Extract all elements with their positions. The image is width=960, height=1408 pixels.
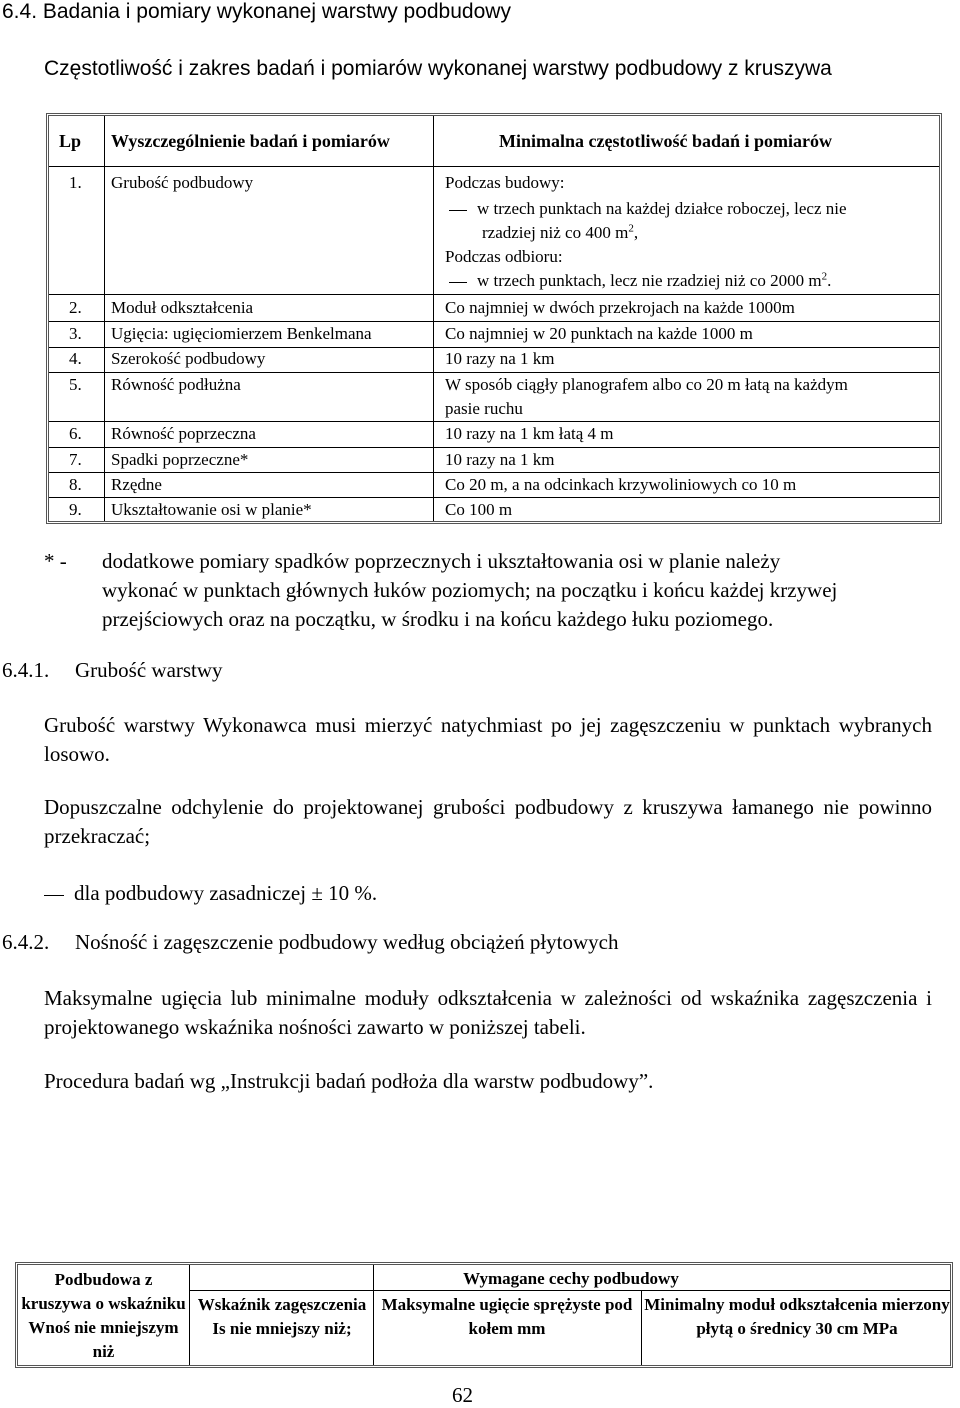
footnote-line2: wykonać w punktach głównych łuków poziomych; na początku i końcu każdej krzywej — [102, 578, 838, 602]
table-row-frequency: Co najmniej w 20 punktach na każde 1000 m — [445, 324, 753, 343]
table-row-item: Równość poprzeczna — [111, 424, 256, 443]
paragraph-thickness: Grubość warstwy Wykonawca musi mierzyć natychmiast po jej zagęszczeniu w punktach wybranych losowo. — [44, 713, 932, 766]
col-base-material: Podbudowa z kruszywa o wskaźniku Wnoś nie mniejszym niż — [21, 1270, 186, 1361]
table-row-item: Rzędne — [111, 475, 162, 494]
paragraph-deviation: Dopuszczalne odchylenie do projektowanej grubości podbudowy z kruszywa łamanego nie powinno przekraczać; — [44, 795, 932, 848]
row1-during-build: Podczas budowy: — [445, 173, 565, 192]
table-row-frequency: Co najmniej w dwóch przekrojach na każde 1000m — [445, 298, 795, 317]
row1-build-line1: w trzech punktach na każdej działce roboczej, lecz nie — [449, 197, 847, 221]
col-max-deflection: Maksymalne ugięcie sprężyste pod kołem mm — [381, 1295, 633, 1338]
table-row-lp: 4. — [69, 349, 82, 368]
table-row-frequency: Co 100 m — [445, 500, 513, 519]
subsection-641-title: Grubość warstwy — [75, 658, 223, 682]
dash-bullet — [449, 282, 467, 283]
subsection-642-title: Nośność i zagęszczenie podbudowy według obciążeń płytowych — [75, 930, 619, 954]
table-row-item: Spadki poprzeczne* — [111, 450, 249, 469]
section-title: 6.4. Badania i pomiary wykonanej warstwy podbudowy — [2, 0, 511, 23]
paragraph-procedure: Procedura badań wg „Instrukcji badań podłoża dla warstw podbudowy”. — [44, 1069, 654, 1093]
table-row-lp: 5. — [69, 375, 82, 394]
table-row-item: Ugięcia: ugięciomierzem Benkelmana — [111, 324, 372, 343]
header-item: Wyszczególnienie badań i pomiarów — [111, 131, 390, 151]
row1-build-line2: rzadziej niż co 400 $m^2$, — [482, 222, 639, 242]
table-row-lp: 8. — [69, 475, 82, 494]
subsection-641-number: 6.4.1. — [2, 658, 50, 682]
table-row-item: Ukształtowanie osi w planie* — [111, 500, 312, 519]
footnote-mark: * - — [44, 549, 67, 573]
page-number: 62 — [452, 1383, 473, 1407]
table-row-lp: 7. — [69, 450, 82, 469]
paragraph-deflection: Maksymalne ugięcia lub minimalne moduły odkształcenia w zależności od wskaźnika zagęszczenia i projektowanego wskaźnika nośności zawarto w poniższej tabeli. — [44, 986, 932, 1039]
row1-lp: 1. — [69, 173, 82, 192]
header-lp: Lp — [59, 131, 82, 151]
table-row-item: Moduł odkształcenia — [111, 298, 254, 317]
load-bearing-table — [15, 1262, 953, 1368]
table-row-frequency: 10 razy na 1 km — [445, 349, 555, 368]
table-row-lp: 9. — [69, 500, 82, 519]
footnote-line3: przejściowych oraz na początku, w środku i na końcu każdego łuku poziomego. — [102, 607, 774, 631]
col-min-modulus: Minimalny moduł odkształcenia mierzony płytą o średnicy 30 cm MPa — [644, 1295, 950, 1338]
col-compaction-index: Wskaźnik zagęszczenia Is nie mniejszy niż; — [197, 1295, 367, 1338]
dash-bullet — [44, 895, 64, 896]
table-row-frequency: W sposób ciągły planografem albo co 20 m łatą na każdym — [445, 375, 848, 394]
table-row-item: Równość podłużna — [111, 375, 241, 394]
frequency-table — [46, 113, 942, 524]
col-group-required: Wymagane cechy podbudowy — [463, 1269, 679, 1288]
table-row-frequency-cont: pasie ruchu — [445, 399, 523, 418]
row1-during-receipt: Podczas odbioru: — [445, 247, 563, 266]
table-row-lp: 3. — [69, 324, 82, 343]
subsection-642-number: 6.4.2. — [2, 930, 50, 954]
dash-bullet — [449, 210, 467, 211]
table-row-lp: 6. — [69, 424, 82, 443]
footnote-line1: dodatkowe pomiary spadków poprzecznych i ukształtowania osi w planie należy — [102, 549, 781, 573]
table-row-frequency: Co 20 m, a na odcinkach krzywoliniowych co 10 m — [445, 475, 797, 494]
table-row-frequency: 10 razy na 1 km — [445, 450, 555, 469]
row1-receipt-line: w trzech punktach, lecz nie rzadziej niż co 2000 $m^2$. — [449, 269, 831, 293]
bullet-item: dla podbudowy zasadniczej ± 10 %. — [44, 879, 377, 908]
frequency-title: Częstotliwość i zakres badań i pomiarów wykonanej warstwy podbudowy z kruszywa — [44, 57, 832, 80]
row1-item: Grubość podbudowy — [111, 173, 254, 192]
table-row-lp: 2. — [69, 298, 82, 317]
table-row-frequency: 10 razy na 1 km łatą 4 m — [445, 424, 614, 443]
table-row-item: Szerokość podbudowy — [111, 349, 266, 368]
header-frequency: Minimalna częstotliwość badań i pomiarów — [499, 131, 832, 151]
